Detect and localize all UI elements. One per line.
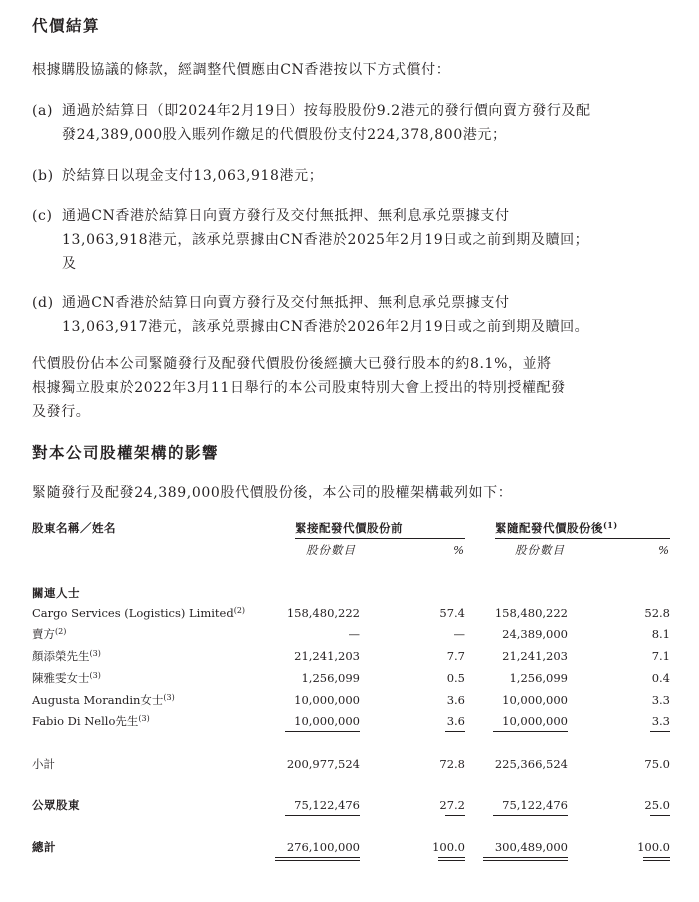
before-pct: — [453,627,465,641]
after-shares: 158,480,222 [494,606,568,620]
col-header-name: 股東名稱／姓名 [32,521,116,535]
after-pct: 25.0 [644,798,670,812]
total-rule [643,857,670,858]
after-shares: 1,256,099 [509,671,568,685]
list-item-line: 通過於結算日（即2024年2月19日）按每股股份9.2港元的發行價向賣方發行及配 [62,103,591,119]
row-name [32,648,101,664]
list-item-line: 13,063,917港元，該承兑票據由CN香港於2026年2月19日或之前到期及贖回。 [62,319,590,335]
col-header-after-label: 緊隨配發代價股份後 [495,521,603,535]
group-label: 關連人士 [32,586,80,600]
public-label: 公眾股東 [32,798,80,812]
row-note: (2) [55,627,67,636]
consideration-intro: 根據購股協議的條款，經調整代價應由CN香港按以下方式償付： [32,62,451,78]
row-name-text: 賣方 [32,627,55,641]
after-pct: 8.1 [651,627,670,641]
before-pct: 3.6 [446,714,465,728]
sub-header-pct: % [658,543,670,557]
before-shares: 1,256,099 [301,671,360,685]
row-name-text: Fabio Di Nello先生 [32,714,139,728]
total-label: 總計 [32,840,56,854]
shareholding-intro: 緊隨發行及配發24,389,000股代價股份後，本公司的股權架構載列如下： [32,485,513,501]
subtotal-rule [445,731,465,732]
before-shares: 200,977,524 [286,757,360,771]
before-shares: 10,000,000 [294,714,360,728]
public-rule [493,815,568,816]
list-item-line: 通過CN香港於結算日向賣方發行及交付無抵押、無利息承兑票據支付 [62,208,510,224]
col-header-before: 緊接配發代價股份前 [295,521,403,535]
row-note: (3) [138,714,150,723]
after-shares: 21,241,203 [502,649,568,663]
row-name-text: 陳雅雯女士 [32,671,90,685]
row-note: (3) [163,693,175,702]
public-rule [650,815,670,816]
after-pct: 7.1 [651,649,670,663]
subtotal-label: 小計 [32,757,55,771]
header-rule [295,538,465,539]
before-shares: 75,122,476 [294,798,360,812]
before-shares: 21,241,203 [294,649,360,663]
sub-header-pct: % [453,543,465,557]
after-shares: 24,389,000 [502,627,568,641]
before-shares: 158,480,222 [286,606,360,620]
row-name [32,692,175,708]
closing-line: 及發行。 [32,404,91,420]
row-note: (3) [89,671,101,680]
closing-line: 代價股份佔本公司緊隨發行及配發代價股份後經擴大已發行股本的約8.1%，並將 [32,356,552,372]
after-pct: 3.3 [651,693,670,707]
public-rule [445,815,465,816]
total-rule [438,860,465,861]
before-shares: — [348,627,360,641]
row-name [32,713,150,729]
subtotal-rule [493,731,568,732]
before-pct: 3.6 [446,693,465,707]
row-name [32,605,245,621]
row-name-text: Cargo Services (Logistics) Limited [32,606,234,620]
section-title-shareholding: 對本公司股權架構的影響 [32,443,220,462]
closing-line: 根據獨立股東於2022年3月11日舉行的本公司股東特別大會上授出的特別授權配發 [32,380,566,396]
after-pct: 3.3 [651,714,670,728]
after-shares: 225,366,524 [494,757,568,771]
sub-header-shares: 股份數目 [306,543,356,557]
total-rule [483,857,568,858]
after-pct: 75.0 [644,757,670,771]
after-pct: 100.0 [637,840,670,854]
total-rule [438,857,465,858]
list-item-line: 發24,389,000股入賬列作繳足的代價股份支付224,378,800港元； [62,127,507,143]
section-title-consideration: 代價結算 [32,16,101,35]
before-pct: 72.8 [439,757,465,771]
row-name-text: Augusta Morandin女士 [32,693,164,707]
after-pct: 0.4 [651,671,670,685]
after-shares: 300,489,000 [494,840,568,854]
after-shares: 75,122,476 [502,798,568,812]
list-item-label: (a) [32,103,54,119]
list-item-label: (d) [32,295,54,311]
list-item-label: (b) [32,168,54,184]
list-item-line: 於結算日以現金支付13,063,918港元； [62,168,324,184]
total-rule [643,860,670,861]
header-rule [495,538,670,539]
before-pct: 100.0 [432,840,465,854]
row-note: (3) [89,649,101,658]
public-rule [285,815,360,816]
sub-header-shares: 股份數目 [515,543,565,557]
col-header-after [495,520,618,536]
subtotal-rule [650,731,670,732]
list-item-line: 13,063,918港元，該承兑票據由CN香港於2025年2月19日或之前到期及贖回； [62,232,590,248]
col-header-after-note: (1) [603,520,618,530]
after-pct: 52.8 [644,606,670,620]
total-rule [275,860,360,861]
row-note: (2) [233,606,246,615]
before-pct: 57.4 [439,606,465,620]
before-shares: 10,000,000 [294,693,360,707]
row-name-text: 顏添榮先生 [32,649,90,663]
before-shares: 276,100,000 [286,840,360,854]
total-rule [275,857,360,858]
before-pct: 27.2 [439,798,465,812]
row-name [32,626,66,642]
list-item-label: (c) [32,208,53,224]
before-pct: 0.5 [446,671,465,685]
list-item-line: 及 [62,256,77,272]
before-pct: 7.7 [446,649,465,663]
total-rule [483,860,568,861]
after-shares: 10,000,000 [502,714,568,728]
after-shares: 10,000,000 [502,693,568,707]
list-item-line: 通過CN香港於結算日向賣方發行及交付無抵押、無利息承兑票據支付 [62,295,510,311]
row-name [32,670,101,686]
subtotal-rule [285,731,360,732]
